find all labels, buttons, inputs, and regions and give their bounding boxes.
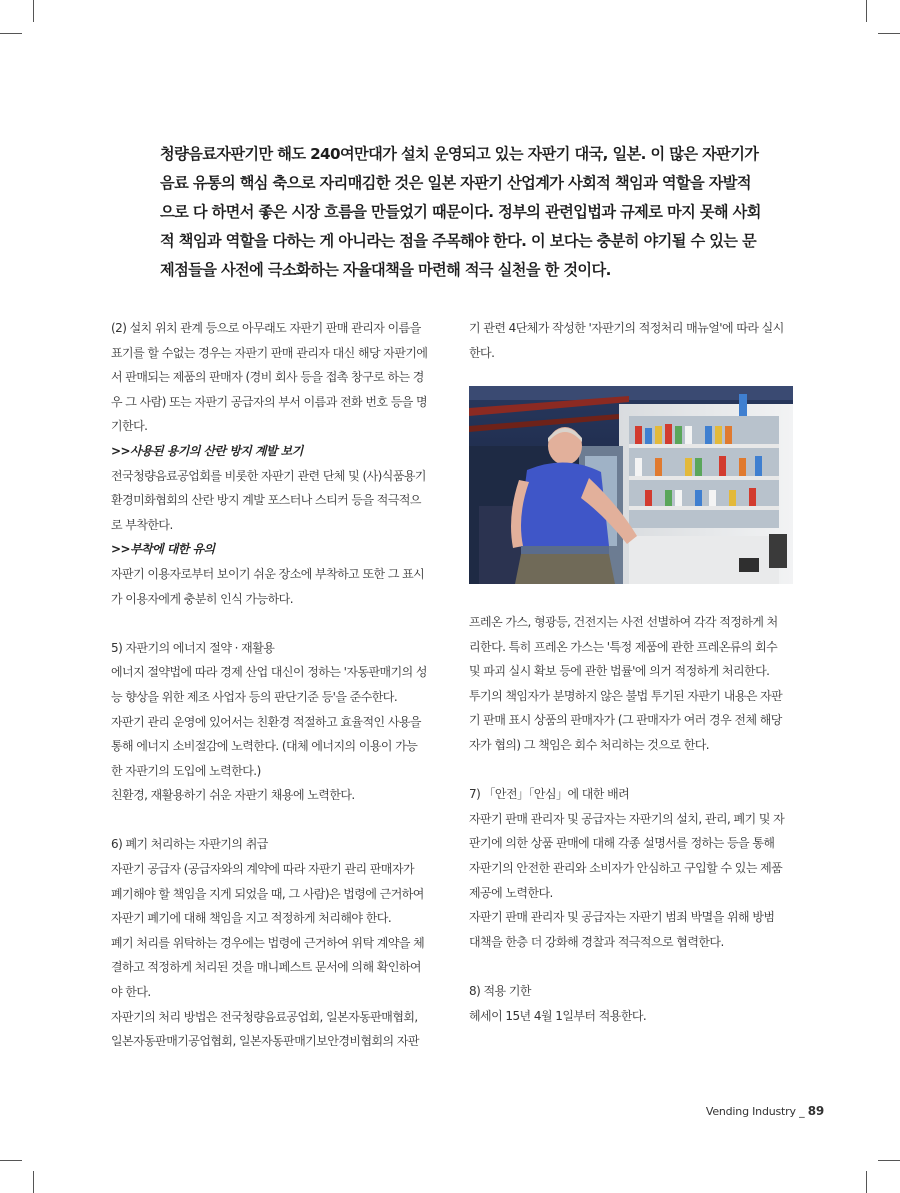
subheading-attachment-note: >>부착에 대한 유의 [111,542,215,557]
right-column-bottom [469,610,799,1028]
body-line: 판기에 의한 상품 판매에 대해 각종 설명서를 정하는 등을 통해 [469,836,775,851]
section-heading-safety: 7) 「안전」「안심」에 대한 배려 [469,787,630,802]
body-line: 일본자동판매기공업협회, 일본자동판매기보안경비협회의 자판 [111,1034,419,1049]
body-line: 한 자판기의 도입에 노력한다.) [111,763,261,778]
body-line: 기 관련 4단체가 작성한 '자판기의 적정처리 매뉴얼'에 따라 실시 [469,321,784,335]
body-line: 에너지 절약법에 따라 경제 산업 대신이 정하는 '자동판매기의 성 [111,665,427,680]
body-line: 통해 에너지 소비절감에 노력한다. (대체 에너지의 이용이 가능 [111,739,418,754]
body-line: 친환경, 재활용하기 쉬운 자판기 채용에 노력한다. [111,788,355,803]
body-line: 자판기 공급자 (공급자와의 계약에 따라 자판기 관리 판매자가 [111,862,415,877]
body-line: 자판기의 안전한 관리와 소비자가 안심하고 구입할 수 있는 제품 [469,860,783,875]
crop-mark [866,0,867,22]
subheading-litter-prevention: >>사용된 용기의 산란 방지 계발 보기 [111,443,303,458]
body-line: 리한다. 특히 프레온 가스는 '특정 제품에 관한 프레온류의 회수 [469,639,778,654]
paragraph-gap [111,611,441,636]
left-column [111,316,441,1054]
page-number: 89 [807,1104,824,1118]
body-line: 기한다. [111,419,148,434]
lead-line: 으로 다 하면서 좋은 시장 흐름을 만들었기 때문이다. 정부의 관련입법과 규제로 마지 못해 사회 [160,203,761,221]
section-heading-disposal: 6) 폐기 처리하는 자판기의 취급 [111,837,268,852]
body-line: 폐기해야 할 책임을 지게 되었을 때, 그 사람)은 법령에 근거하여 [111,886,424,901]
body-line: 자판기의 처리 방법은 전국청량음료공업회, 일본자동판매협회, [111,1009,418,1024]
body-line: 서 판매되는 제품의 판매자 (경비 회사 등을 접촉 창구로 하는 경 [111,370,424,385]
body-line: 자판기 판매 관리자 및 공급자는 자판기 범죄 박멸을 위해 방범 [469,910,775,925]
body-line: 프레온 가스, 형광등, 건전지는 사전 선별하여 각각 적정하게 처 [469,615,778,629]
body-line: 자가 협의) 그 책임은 회수 처리하는 것으로 한다. [469,737,710,752]
body-line: 자판기 폐기에 대해 책임을 지고 적정하게 처리해야 한다. [111,911,392,926]
lead-line: 청량음료자판기만 해도 240여만대가 설치 운영되고 있는 자판기 대국, 일본. 이 많은 자판기가 [160,145,759,163]
crop-mark [33,0,34,22]
body-line: 우 그 사람) 또는 자판기 공급자의 부서 이름과 전화 번호 등을 명 [111,394,428,409]
crop-mark [878,33,900,34]
crop-mark [878,1160,900,1161]
body-line: 한다. [469,345,495,360]
body-line: 자판기 관리 운영에 있어서는 친환경 적절하고 효율적인 사용을 [111,714,421,729]
body-line: 투기의 책임자가 분명하지 않은 불법 투기된 자판기 내용은 자판 [469,688,783,703]
body-line: 가 이용자에게 충분히 인식 가능하다. [111,591,293,606]
body-line: 헤세이 15년 4월 1일부터 적용한다. [469,1008,647,1023]
body-line: 능 향상을 위한 제조 사업자 등의 판단기준 등'을 준수한다. [111,689,398,704]
body-line: 표기를 할 수없는 경우는 자판기 판매 관리자 대신 해당 자판기에 [111,345,428,360]
body-line: (2) 설치 위치 관계 등으로 아무래도 자판기 판매 관리자 이름을 [111,321,421,335]
body-line: 제공에 노력한다. [469,885,553,900]
paragraph-gap [111,808,441,833]
body-line: 자판기 판매 관리자 및 공급자는 자판기의 설치, 관리, 폐기 및 자 [469,811,785,826]
lead-line: 음료 유통의 핵심 축으로 자리매김한 것은 일본 자판기 산업계가 사회적 책임과 역할을 자발적 [160,174,751,192]
body-line: 결하고 적정하게 처리된 것을 매니페스트 문서에 의해 확인하여 [111,960,421,975]
body-line: 환경미화협회의 산란 방지 계발 포스터나 스티커 등을 적극적으 [111,493,421,508]
lead-line: 제점들을 사전에 극소화하는 자율대책을 마련해 적극 실천을 한 것이다. [160,261,611,279]
body-line: 로 부착한다. [111,517,173,532]
body-line: 전국청량음료공업회를 비롯한 자판기 관련 단체 및 (사)식품용기 [111,468,426,483]
body-line: 야 한다. [111,985,151,1000]
body-line: 폐기 처리를 위탁하는 경우에는 법령에 근거하여 위탁 계약을 체 [111,935,425,950]
vending-machine-illustration [469,386,793,584]
crop-mark [0,1160,22,1161]
lead-line: 적 책임과 역할을 다하는 게 아니라는 점을 주목해야 한다. 이 보다는 충분히 야기될 수 있는 문 [160,232,757,250]
paragraph-gap [469,758,799,783]
page-footer [706,1104,824,1118]
body-line: 대책을 한층 더 강화해 경찰과 적극적으로 협력한다. [469,934,724,949]
crop-mark [866,1171,867,1193]
body-line: 자판기 이용자로부터 보이기 쉬운 장소에 부착하고 또한 그 표시 [111,566,425,581]
crop-mark [0,33,22,34]
vending-machine-photo [469,386,793,584]
section-heading-energy: 5) 자판기의 에너지 절약 · 재활용 [111,640,275,655]
right-column-top [469,316,799,365]
crop-mark [33,1171,34,1193]
lead-paragraph [160,140,761,285]
body-line: 기 판매 표시 상품의 판매자가 (그 판매자가 여러 경우 전체 해당 [469,713,782,728]
section-heading-effective-date: 8) 적용 기한 [469,983,531,998]
body-line: 및 파괴 실시 확보 등에 관한 법률'에 의거 적정하게 처리한다. [469,664,770,679]
paragraph-gap [469,954,799,979]
publication-label: Vending Industry _ [705,1105,805,1118]
